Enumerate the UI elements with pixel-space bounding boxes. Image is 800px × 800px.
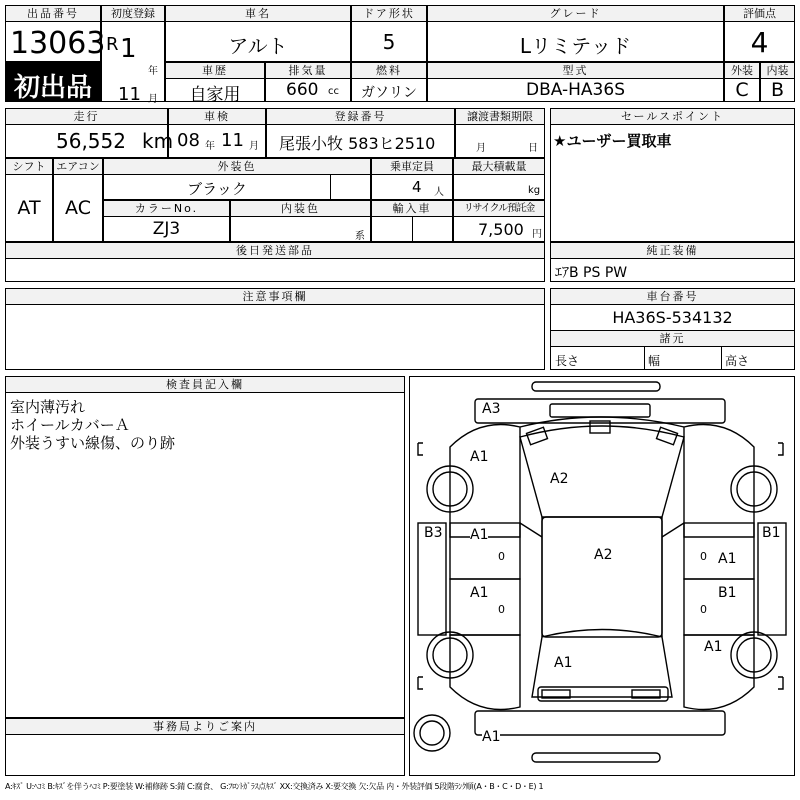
aircon-box [53, 158, 103, 242]
interior-grade-value: B [770, 79, 785, 101]
transfer-box [455, 108, 545, 158]
mileage-label: 走行 [6, 109, 167, 125]
specs-height: 高さ [725, 354, 750, 368]
exterior-grade-value: C [735, 79, 749, 101]
damage-mark-left-front-door: A1 [470, 527, 489, 543]
later-parts-box [5, 242, 545, 282]
sales-point-box [550, 108, 795, 242]
recycle-box [453, 200, 545, 242]
import-label: 輸入車 [372, 201, 452, 217]
genuine-value: ｴｱB PS PW [555, 265, 628, 281]
model-box [427, 62, 724, 102]
inspection-box [168, 108, 266, 158]
damage-mark-right-rear-door: B1 [718, 585, 737, 601]
damage-mark-a3: A3 [482, 401, 501, 417]
registration-box [101, 5, 165, 105]
exterior-color-box [103, 158, 371, 200]
recycle-unit: 円 [532, 229, 542, 240]
damage-diagram [409, 376, 795, 776]
first-listing-text: 初出品 [13, 73, 92, 103]
damage-mark-windshield: A2 [550, 471, 569, 487]
svg-text:0: 0 [498, 550, 505, 563]
history-value: 自家用 [189, 85, 241, 105]
inspector-line-1: 室内薄汚れ [10, 398, 86, 416]
history-label: 車歴 [166, 63, 264, 79]
genuine-box [550, 242, 795, 282]
interior-color-unit: 系 [355, 231, 365, 242]
sales-point-label: セールスポイント [551, 109, 794, 125]
exterior-color-label: 外装色 [104, 159, 370, 175]
damage-mark-right-rear-quarter: A1 [704, 639, 723, 655]
shift-label: シフト [6, 159, 52, 175]
transfer-day-unit: 日 [528, 143, 538, 154]
displacement-box [265, 62, 351, 102]
door-label: ドア形状 [352, 6, 426, 22]
registration-era: R [106, 34, 119, 55]
max-load-unit: kg [528, 185, 541, 196]
color-no-value: ZJ3 [152, 219, 181, 239]
damage-mark-back-door: A1 [554, 655, 573, 671]
exterior-grade-label: 外装 [725, 63, 759, 79]
inspection-year: 08 [177, 130, 200, 151]
transfer-label: 譲渡書類期限 [456, 109, 544, 125]
history-box [165, 62, 265, 105]
plate-box [266, 108, 455, 158]
notes-box [5, 288, 545, 370]
plate-label: 登録番号 [267, 109, 454, 125]
max-load-box [453, 158, 545, 200]
registration-month-unit: 月 [148, 94, 158, 105]
registration-month: 11 [118, 84, 141, 105]
registration-year: 1 [120, 34, 137, 64]
car-outline [410, 377, 794, 775]
inspector-label: 検査員記入欄 [6, 377, 404, 393]
office-box [5, 718, 405, 776]
damage-mark-front-left: A1 [470, 449, 489, 465]
first-listing-badge [5, 62, 101, 102]
legend: A:ｷｽﾞ U:ﾍｺﾐ B:ｷｽﾞを伴うﾍｺﾐ P:要塗装 W:補修跡 S:錆 C:腐食、 G:ﾌﾛﾝﾄｶﾞﾗｽ点ｷｽﾞ XX:交換済み X:要交換 欠:欠品 内・外装評価 5段階ﾗﾝｸ順(A・B・C・D・E) 1 [5, 782, 544, 791]
registration-year-unit: 年 [148, 66, 158, 77]
damage-mark-left-rear-door: A1 [470, 585, 489, 601]
specs-length: 長さ [555, 354, 580, 368]
genuine-label: 純正装備 [551, 243, 794, 259]
chassis-value: HA36S-534132 [612, 308, 733, 327]
listing-number-label: 出品番号 [6, 6, 100, 22]
recycle-label: リサイクル預託金 [454, 201, 544, 217]
interior-color-box [230, 200, 371, 242]
capacity-box [371, 158, 453, 200]
svg-text:0: 0 [700, 550, 707, 563]
svg-text:0: 0 [498, 603, 505, 616]
grade-value: Lリミテッド [519, 34, 632, 58]
office-label: 事務局よりご案内 [6, 719, 404, 735]
grade-box [427, 5, 724, 62]
inspector-line-2: ホイールカバーＡ [10, 416, 130, 434]
shift-box [5, 158, 53, 242]
car-name-value: アルト [228, 34, 288, 58]
notes-label: 注意事項欄 [6, 289, 544, 305]
mileage-unit: km [142, 129, 174, 153]
inspection-month-unit: 月 [249, 141, 259, 152]
aircon-value: AC [65, 197, 91, 219]
capacity-value: 4 [412, 178, 422, 196]
damage-mark-left-rocker: B3 [424, 525, 443, 541]
capacity-label: 乗車定員 [372, 159, 452, 175]
aircon-label: エアコン [54, 159, 102, 175]
car-name-label: 車名 [166, 6, 350, 22]
displacement-unit: cc [328, 86, 339, 97]
sales-point-value: ★ユーザー買取車 [553, 132, 672, 150]
damage-mark-right-rocker: B1 [762, 525, 781, 541]
interior-grade-box [760, 62, 795, 102]
grade-label: グレード [428, 6, 723, 22]
score-label: 評価点 [725, 6, 794, 22]
model-value: DBA-HA36S [526, 80, 625, 100]
score-value: 4 [750, 26, 769, 59]
damage-mark-right-front-door: A1 [718, 551, 737, 567]
fuel-label: 燃料 [352, 63, 426, 79]
inspector-box [5, 376, 405, 718]
interior-color-label: 内装色 [231, 201, 370, 217]
fuel-value: ガソリン [361, 85, 417, 101]
inspection-label: 車検 [169, 109, 265, 125]
registration-label: 初度登録 [102, 6, 164, 22]
shift-value: AT [17, 197, 41, 219]
inspection-month: 11 [221, 130, 244, 151]
inspection-year-unit: 年 [205, 141, 215, 152]
svg-text:0: 0 [700, 603, 707, 616]
interior-grade-label: 内装 [761, 63, 794, 79]
car-name-box [165, 5, 351, 62]
displacement-label: 排気量 [266, 63, 350, 79]
transfer-month-unit: 月 [476, 143, 486, 154]
exterior-grade-box [724, 62, 760, 102]
color-no-box [103, 200, 230, 242]
plate-value: 尾張小牧 583ヒ2510 [279, 134, 436, 153]
damage-mark-rear-bumper: A1 [482, 729, 501, 745]
listing-number: 13063 [10, 26, 106, 61]
import-box [371, 200, 453, 242]
door-value: 5 [382, 30, 396, 54]
recycle-value: 7,500 [478, 220, 524, 239]
specs-width: 幅 [648, 354, 661, 368]
max-load-label: 最大積載量 [454, 159, 544, 175]
damage-mark-roof: A2 [594, 547, 613, 563]
displacement-value: 660 [286, 80, 319, 100]
mileage-value: 56,552 [56, 129, 126, 153]
specs-label: 諸元 [551, 330, 794, 347]
capacity-unit: 人 [434, 187, 444, 198]
chassis-box [550, 288, 795, 370]
color-no-label: カラーNo. [104, 201, 229, 217]
inspector-line-3: 外装うすい線傷、のり跡 [10, 434, 176, 452]
score-box [724, 5, 795, 62]
exterior-color-value: ブラック [187, 180, 247, 198]
listing-number-box [5, 5, 106, 62]
chassis-label: 車台番号 [551, 289, 794, 305]
model-label: 型式 [428, 63, 723, 79]
door-box [351, 5, 427, 62]
later-parts-label: 後日発送部品 [6, 243, 544, 259]
mileage-box [5, 108, 174, 158]
fuel-box [351, 62, 427, 102]
